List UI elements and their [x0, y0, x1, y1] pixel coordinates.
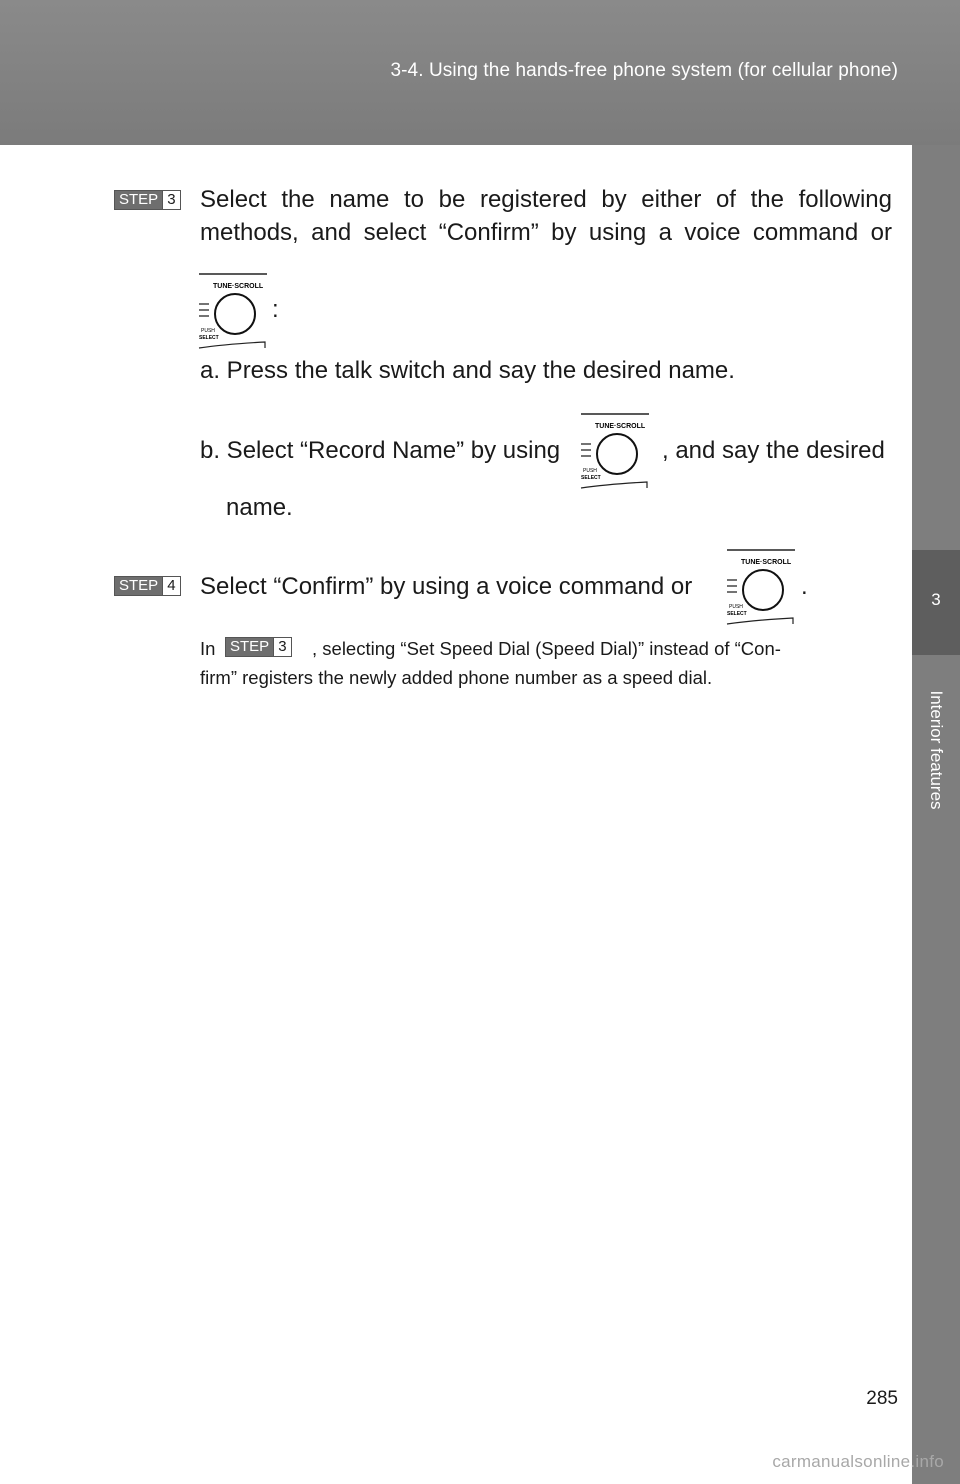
tune-scroll-knob-icon	[579, 412, 651, 497]
side-band	[912, 145, 960, 550]
note-line1: , selecting “Set Speed Dial (Speed Dial)” instead of “Con-	[312, 638, 781, 659]
svg-text:SELECT: SELECT	[199, 335, 219, 341]
step3-line1: Select the name to be registered by either of the following	[200, 186, 892, 213]
step3-option-b-after: , and say the desired	[662, 437, 885, 464]
chapter-title: Interior features	[927, 690, 946, 810]
svg-text:PUSH: PUSH	[583, 468, 597, 474]
header-title: 3-4. Using the hands-free phone system (for cellular phone)	[390, 60, 898, 81]
step-badge-reference: STEP 3	[225, 637, 292, 657]
step4-period: .	[801, 573, 808, 600]
tune-scroll-knob-icon	[725, 548, 797, 633]
step3-option-a: a. Press the talk switch and say the desired name.	[200, 357, 735, 384]
svg-text:PUSH: PUSH	[729, 604, 743, 610]
svg-text:TUNE·SCROLL: TUNE·SCROLL	[741, 559, 792, 566]
step3-colon: :	[272, 296, 279, 323]
step3-line2: methods, and select “Confirm” by using a voice command or	[200, 219, 892, 246]
svg-text:SELECT: SELECT	[581, 475, 601, 481]
page-header	[0, 0, 960, 145]
step-badge: STEP 3	[114, 190, 181, 210]
note-line2: firm” registers the newly added phone number as a speed dial.	[200, 667, 713, 688]
svg-text:PUSH: PUSH	[201, 328, 215, 334]
step3-option-b-before: b. Select “Record Name” by using	[200, 437, 561, 464]
svg-text:SELECT: SELECT	[727, 611, 747, 617]
note-prefix: In	[200, 638, 216, 659]
chapter-number: 3	[931, 590, 941, 609]
tune-scroll-knob-icon	[197, 272, 269, 357]
svg-text:TUNE·SCROLL: TUNE·SCROLL	[213, 283, 264, 290]
step4-text: Select “Confirm” by using a voice command or	[200, 573, 693, 600]
svg-text:TUNE·SCROLL: TUNE·SCROLL	[595, 423, 646, 430]
watermark: carmanualsonline.info	[772, 1452, 944, 1471]
step3-option-b-cont: name.	[226, 494, 293, 521]
page-number: 285	[866, 1388, 898, 1409]
chapter-number-tab	[912, 550, 960, 655]
step-badge: STEP 4	[114, 576, 181, 596]
